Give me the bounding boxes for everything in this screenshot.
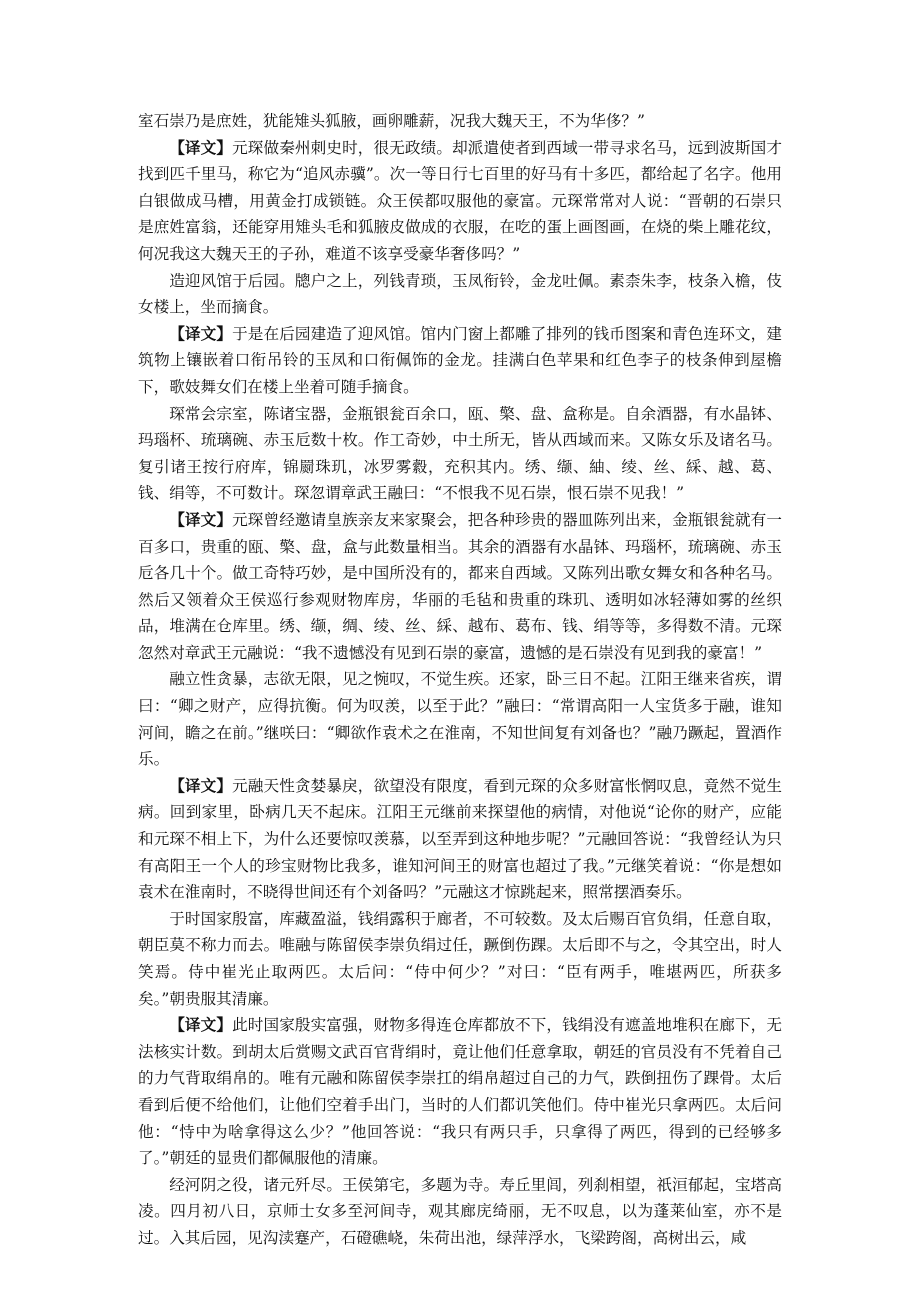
- paragraph-text: 造迎风馆于后园。牕户之上，列钱青琐，玉凤衔铃，金龙吐佩。素柰朱李，枝条入檐，伎女楼上，坐而摘食。: [138, 271, 782, 317]
- paragraph-text: 于时国家殷富，库藏盈溢，钱绢露积于廊者，不可较数。及太后赐百官负绢，任意自取，朝臣莫不称力而去。唯融与陈留侯李崇负绢过任，蹶倒伤踝。太后即不与之，令其空出，时人笑焉。侍中崔光止取两匹。太后问：“侍中何少？”对曰：“臣有两手，唯堪两匹，所获多矣。”朝贵服其清廉。: [138, 909, 782, 1008]
- paragraph-original-text: [138, 1172, 782, 1252]
- paragraph-text: 于是在后园建造了迎风馆。馆内门窗上都雕了排列的钱币图案和青色连环文，建筑物上镶嵌着口衔吊铃的玉凤和口衔佩饰的金龙。挂满白色苹果和红色李子的枝条伸到屋檐下，歌妓舞女们在楼上坐着可随手摘食。: [138, 324, 782, 396]
- paragraph-original-text: [138, 108, 782, 135]
- paragraph-original-text: [138, 268, 782, 321]
- translation-tag: 【译文】: [169, 1015, 233, 1035]
- document-page: [138, 108, 782, 1252]
- paragraph-original-text: [138, 401, 782, 507]
- paragraph-text: 元融天性贪婪暴戾，欲望没有限度，看到元琛的众多财富怅惘叹息，竟然不觉生病。回到家里，卧病几天不起床。江阳王元继前来探望他的病情，对他说“论你的财产，应能和元琛不相上下，为什么还要惊叹羡慕，以至弄到这种地步呢？”元融回答说：“我曾经认为只有高阳王一个人的珍宝财物比我多，谁知河间王的财富也超过了我。”元继笑着说：“你是想如袁术在淮南时，不晓得世间还有个刘备吗？”元融这才惊跳起来，照常摆酒奏乐。: [138, 776, 782, 902]
- paragraph-text: 琛常会宗室，陈诸宝器，金瓶银瓮百余口，瓯、檠、盘、盒称是。自余酒器，有水晶钵、玛瑙杯、琉璃碗、赤玉卮数十枚。作工奇妙，中土所无，皆从西域而来。又陈女乐及诸名马。复引诸王按行府库，锦罽珠玑，冰罗雾縠，充积其内。绣、缬、紬、绫、丝、綵、越、葛、钱、绢等，不可数计。琛忽谓章武王融曰：“不恨我不见石崇，恨石崇不见我！”: [138, 404, 782, 503]
- paragraph-text: 此时国家殷实富强，财物多得连仓库都放不下，钱绢没有遮盖地堆积在廊下，无法核实计数。到胡太后赏赐文武百官背绢时，竟让他们任意拿取，朝廷的官员没有不凭着自己的力气背取绢帛的。唯有元融和陈留侯李崇扛的绢帛超过自己的力气，跌倒扭伤了踝骨。太后看到后便不给他们，让他们空着手出门，当时的人们都讥笑他们。侍中崔光只拿两匹。太后问他：“恃中为啥拿得这么少？”他回答说：“我只有两只手，只拿得了两匹，得到的已经够多了。”朝廷的显贵们都佩服他的清廉。: [138, 1016, 782, 1168]
- paragraph-text: 元琛做秦州刺史时，很无政绩。却派遣使者到西域一带寻求名马，远到波斯国才找到匹千里马，称它为“追风赤骥”。次一等日行七百里的好马有十多匹，都给起了名字。他用白银做成马槽，用黄金打成锁链。众王侯都叹服他的豪富。元琛常常对人说：“晋朝的石崇只是庶姓富翁，还能穿用雉头毛和狐腋皮做成的衣服，在吃的蛋上画图画，在烧的柴上雕花纹，何况我这大魏天王的子孙，难道不该享受豪华奢侈吗？”: [138, 138, 782, 263]
- paragraph-translation: [138, 507, 782, 667]
- paragraph-translation: [138, 135, 782, 268]
- translation-tag: 【译文】: [169, 137, 233, 157]
- translation-tag: 【译文】: [169, 509, 233, 529]
- translation-tag: 【译文】: [169, 775, 233, 795]
- paragraph-text: 融立性贪暴，志欲无限，见之惋叹，不觉生疾。还家，卧三日不起。江阳王继来省疾，谓曰：“卿之财产，应得抗衡。何为叹羡，以至于此？”融曰：“常谓高阳一人宝货多于融，谁知河间，瞻之在前。”继咲曰：“卿欲作袁术之在淮南，不知世间复有刘备也？”融乃蹶起，置酒作乐。: [138, 670, 782, 769]
- paragraph-original-text: [138, 906, 782, 1012]
- paragraph-translation: [138, 773, 782, 906]
- paragraph-text: 经河阴之役，诸元歼尽。王侯第宅，多题为寺。寿丘里闾，列刹相望，祇洹郁起，宝塔高凌。四月初八日，京师士女多至河间寺，观其廊庑绮丽，无不叹息，以为蓬莱仙室，亦不是过。入其后园，见沟渎蹇产，石磴礁峣，朱荷出池，绿萍浮水，飞梁跨阁，高树出云，咸: [138, 1175, 782, 1247]
- translation-tag: 【译文】: [169, 323, 233, 343]
- paragraph-text: 元琛曾经邀请皇族亲友来家聚会，把各种珍贵的器皿陈列出来，金瓶银瓮就有一百多口，贵重的瓯、檠、盘，盒与此数量相当。其余的酒器有水晶钵、玛瑙杯，琉璃碗、赤玉卮各几十个。做工奇特巧妙，是中国所没有的，都来自西域。又陈列出歌女舞女和各种名马。然后又领着众王侯巡行参观财物库房，华丽的毛毡和贵重的珠玑、透明如冰轻薄如雾的丝织品，堆满在仓库里。绣、缬，绸、绫、丝、綵、越布、葛布、钱、绢等等，多得数不清。元琛忽然对章武王元融说：“我不遗憾没有见到石崇的豪富，遗憾的是石崇没有见到我的豪富！”: [138, 510, 782, 662]
- paragraph-text: 室石崇乃是庶姓，犹能雉头狐腋，画卵雕薪，况我大魏天王，不为华侈？”: [138, 112, 645, 130]
- paragraph-translation: [138, 321, 782, 401]
- paragraph-translation: [138, 1012, 782, 1172]
- paragraph-original-text: [138, 666, 782, 772]
